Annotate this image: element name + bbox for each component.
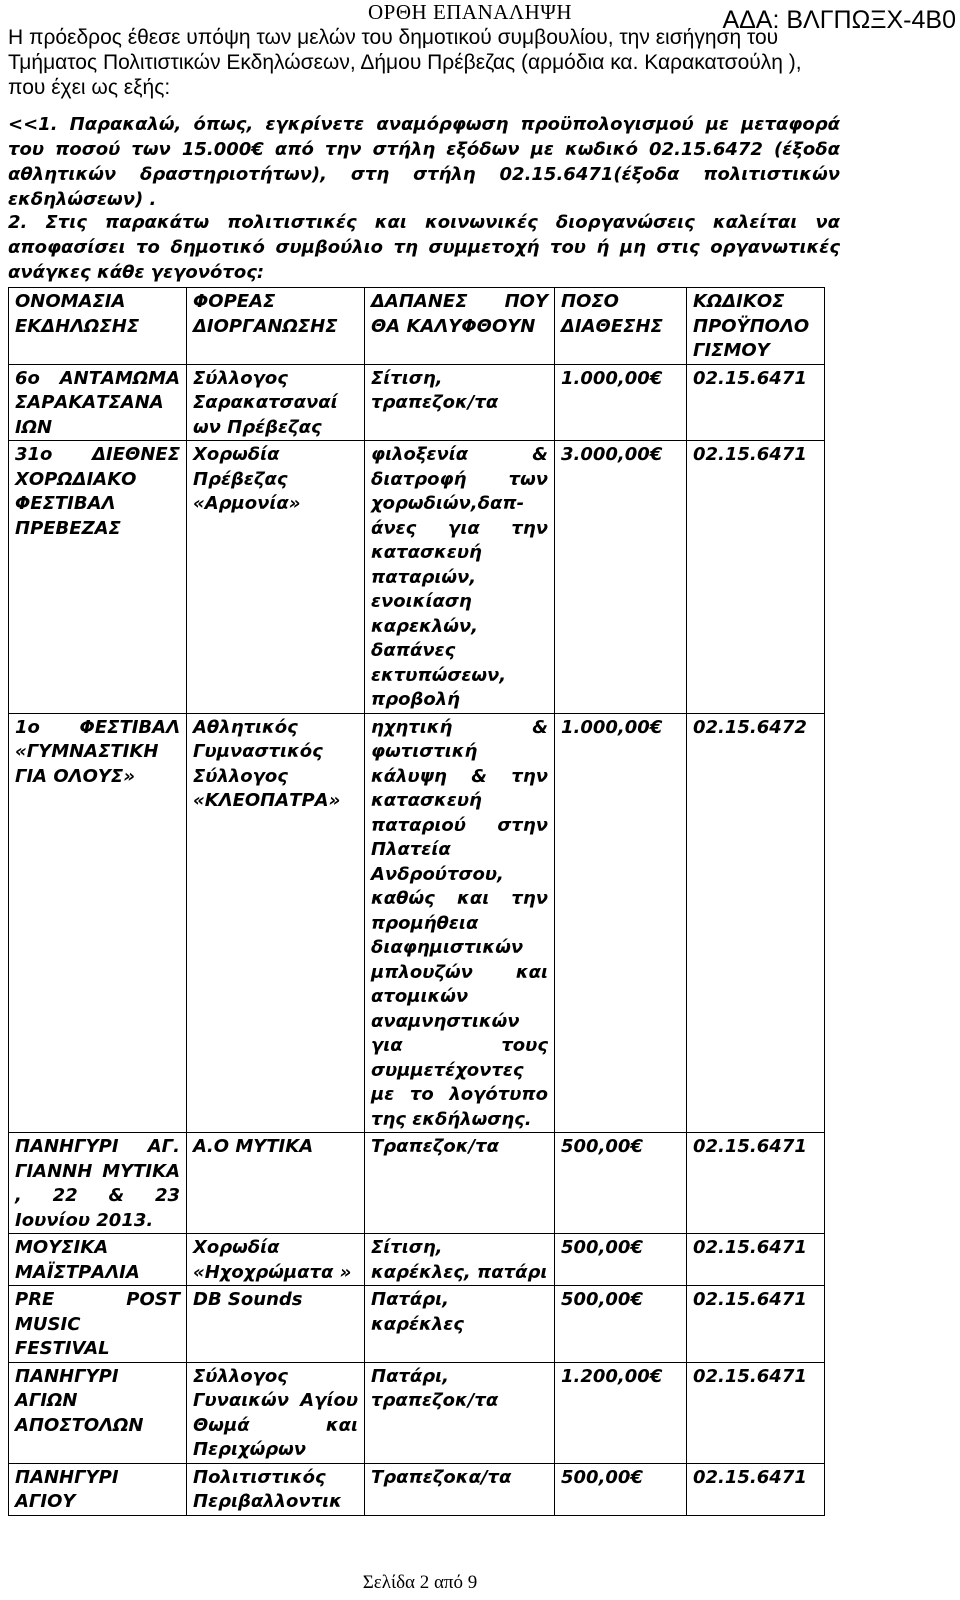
page-number-footer: Σελίδα 2 από 9 (362, 1572, 478, 1593)
cell-expenses: Τραπεζοκ/τα (365, 1133, 555, 1234)
cell-amount: 3.000,00€ (555, 441, 687, 714)
cell-budget-code: 02.15.6471 (687, 1362, 825, 1463)
table-row (9, 364, 825, 441)
cell-expenses: Τραπεζοκα/τα (365, 1463, 555, 1515)
table-row (9, 1234, 825, 1286)
cell-event-name: 1ο ΦΕΣΤΙΒΑΛ «ΓΥΜΝΑΣΤΙΚΗ ΓΙΑ ΟΛΟΥΣ» (9, 713, 187, 1133)
cell-organizer: Αθλητικός Γυμναστικός Σύλλογος «ΚΛΕΟΠΑΤΡΑ» (187, 713, 365, 1133)
header-budget-code: ΚΩΔΙΚΟΣ ΠΡΟΫΠΟΛΟ ΓΙΣΜΟΥ (687, 288, 825, 365)
cell-organizer: Χορωδία Πρέβεζας «Αρμονία» (187, 441, 365, 714)
cell-event-name: ΠΑΝΗΓΥΡΙ ΑΓ. ΓΙΑΝΝΗ ΜΥΤΙΚΑ , 22 & 23 Ιουνίου 2013. (9, 1133, 187, 1234)
cell-event-name: ΠΑΝΗΓΥΡΙ ΑΓΙΟΥ (9, 1463, 187, 1515)
cell-event-name: ΠΑΝΗΓΥΡΙ ΑΓΙΩΝ ΑΠΟΣΤΟΛΩΝ (9, 1362, 187, 1463)
cell-expenses: φιλοξενία & διατροφή των χορωδιών,δαπ-άνες για την κατασκευή παταριών, ενοικίαση καρεκλών, δαπάνες εκτυπώσεων, προβολή (365, 441, 555, 714)
events-table (8, 287, 825, 1516)
cell-budget-code: 02.15.6472 (687, 713, 825, 1133)
cell-event-name: 31ο ΔΙΕΘΝΕΣ ΧΟΡΩΔΙΑΚΟ ΦΕΣΤΙΒΑΛ ΠΡΕΒΕΖΑΣ (9, 441, 187, 714)
ada-code: ΑΔΑ: ΒΛΓΠΩΞΧ-4Β0 (722, 6, 956, 34)
cell-organizer: Χορωδία «Ηχοχρώματα » (187, 1234, 365, 1286)
page-header-title: ΟΡΘΗ ΕΠΑΝΑΛΗΨΗ (368, 0, 572, 24)
cell-event-name: PRE POST MUSIC FESTIVAL (9, 1286, 187, 1363)
cell-event-name: 6ο ΑΝΤΑΜΩΜΑ ΣΑΡΑΚΑΤΣΑΝΑ ΙΩΝ (9, 364, 187, 441)
cell-amount: 500,00€ (555, 1463, 687, 1515)
header-expenses: ΔΑΠΑΝΕΣ ΠΟΥ ΘΑ ΚΑΛΥΦΘΟΥΝ (365, 288, 555, 365)
cell-expenses: Σίτιση, καρέκλες, πατάρι (365, 1234, 555, 1286)
cell-amount: 1.000,00€ (555, 713, 687, 1133)
cell-organizer: DB Sounds (187, 1286, 365, 1363)
cell-expenses: Σίτιση, τραπεζοκ/τα (365, 364, 555, 441)
table-row (9, 1463, 825, 1515)
cell-budget-code: 02.15.6471 (687, 1133, 825, 1234)
cell-amount: 500,00€ (555, 1286, 687, 1363)
cell-budget-code: 02.15.6471 (687, 1463, 825, 1515)
cell-budget-code: 02.15.6471 (687, 1234, 825, 1286)
header-amount: ΠΟΣΟ ΔΙΑΘΕΣΗΣ (555, 288, 687, 365)
cell-amount: 1.000,00€ (555, 364, 687, 441)
header-event-name: ΟΝΟΜΑΣΙΑ ΕΚΔΗΛΩΣΗΣ (9, 288, 187, 365)
cell-expenses: Πατάρι, καρέκλες (365, 1286, 555, 1363)
cell-amount: 500,00€ (555, 1133, 687, 1234)
cell-expenses: Πατάρι, τραπεζοκ/τα (365, 1362, 555, 1463)
cell-budget-code: 02.15.6471 (687, 441, 825, 714)
header-organizer: ΦΟΡΕΑΣ ΔΙΟΡΓΑΝΩΣΗΣ (187, 288, 365, 365)
table-row (9, 441, 825, 714)
intro-paragraph: Η πρόεδρος έθεσε υπόψη των μελών του δημοτικού συμβουλίου, την εισήγηση του Τμήματος Πολιτιστικών Εκδηλώσεων, Δήμου Πρέβεζας (αρμόδια κα. Καρακατσούλη ), που έχει ως εξής: (8, 26, 802, 99)
cell-organizer: Α.Ο ΜΥΤΙΚΑ (187, 1133, 365, 1234)
table-header-row (9, 288, 825, 365)
cell-expenses: ηχητική & φωτιστική κάλυψη & την κατασκευή παταριού στην Πλατεία Ανδρούτσου, καθώς και την προμήθεια διαφημιστικών μπλουζών και ατομικών αναμνηστικών για τους συμμετέχοντες με το λογότυπο της εκδήλωσης. (365, 713, 555, 1133)
cell-budget-code: 02.15.6471 (687, 1286, 825, 1363)
cell-amount: 1.200,00€ (555, 1362, 687, 1463)
point-2-paragraph: 2. Στις παρακάτω πολιτιστικές και κοινωνικές διοργανώσεις καλείται να αποφασίσει το δημοτικό συμβούλιο τη συμμετοχή του ή μη στις οργανωτικές ανάγκες κάθε γεγονότος: (8, 212, 840, 283)
table-row (9, 1133, 825, 1234)
cell-organizer: Σύλλογος Σαρακατσαναί ων Πρέβεζας (187, 364, 365, 441)
table-row (9, 713, 825, 1133)
cell-budget-code: 02.15.6471 (687, 364, 825, 441)
cell-event-name: ΜΟΥΣΙΚΑ ΜΑΪΣΤΡΑΛΙΑ (9, 1234, 187, 1286)
cell-organizer: Σύλλογος Γυναικών Αγίου Θωμά και Περιχώρων (187, 1362, 365, 1463)
point-1-paragraph: <<1. Παρακαλώ, όπως, εγκρίνετε αναμόρφωση προϋπολογισμού με μεταφορά του ποσού των 15.000€ από την στήλη εξόδων με κωδικό 02.15.6472 (έξοδα αθλητικών δραστηριοτήτων), στη στήλη 02.15.6471(έξοδα πολιτιστικών εκδηλώσεων) . (8, 114, 840, 210)
table-row (9, 1362, 825, 1463)
table-row (9, 1286, 825, 1363)
cell-organizer: Πολιτιστικός Περιβαλλοντικ (187, 1463, 365, 1515)
cell-amount: 500,00€ (555, 1234, 687, 1286)
